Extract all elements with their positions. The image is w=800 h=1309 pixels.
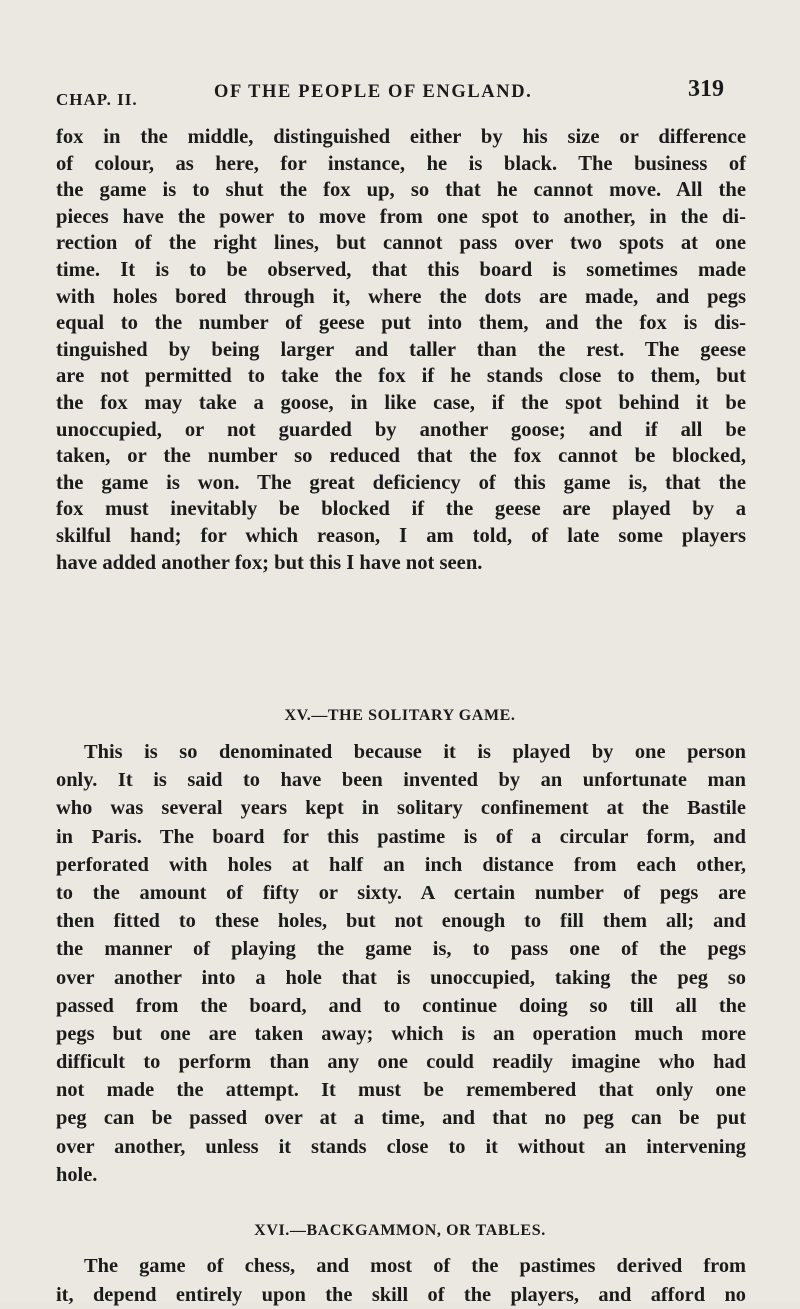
text-line: only. It is said to have been invented by an unfortunate man (56, 766, 746, 794)
text-line: unoccupied, or not guarded by another goose; and if all be (56, 417, 746, 444)
running-title: OF THE PEOPLE OF ENGLAND. (214, 82, 532, 103)
running-header (56, 78, 756, 118)
text-line: perforated with holes at half an inch distance from each other, (56, 851, 746, 879)
text-line: the game is to shut the fox up, so that he cannot move. All the (56, 177, 746, 204)
paragraph-solitary-game (56, 738, 746, 1189)
text-line: difficult to perform than any one could readily imagine who had (56, 1048, 746, 1076)
text-line: who was several years kept in solitary confinement at the Bastile (56, 794, 746, 822)
text-line: the game is won. The great deficiency of this game is, that the (56, 470, 746, 497)
page-number: 319 (688, 76, 724, 103)
text-line: The game of chess, and most of the pastimes derived from (56, 1252, 746, 1281)
text-line: then fitted to these holes, but not enough to fill them all; and (56, 907, 746, 935)
text-line: with holes bored through it, where the dots are made, and pegs (56, 284, 746, 311)
text-line: not made the attempt. It must be remembered that only one (56, 1076, 746, 1104)
text-line: over another, unless it stands close to it without an intervening (56, 1133, 746, 1161)
text-line: fox in the middle, distinguished either by his size or difference (56, 124, 746, 151)
text-line: of colour, as here, for instance, he is black. The business of (56, 151, 746, 178)
text-line: tinguished by being larger and taller than the rest. The geese (56, 337, 746, 364)
section-heading-backgammon: XVI.—BACKGAMMON, OR TABLES. (0, 1222, 800, 1240)
text-line: hole. (56, 1161, 746, 1189)
paragraph-backgammon (56, 1252, 746, 1309)
text-line: the fox may take a goose, in like case, if the spot behind it be (56, 390, 746, 417)
text-line: in Paris. The board for this pastime is of a circular form, and (56, 823, 746, 851)
text-line: pieces have the power to move from one spot to another, in the di- (56, 204, 746, 231)
text-line: passed from the board, and to continue doing so till all the (56, 992, 746, 1020)
section-heading-solitary-game: XV.—THE SOLITARY GAME. (0, 707, 800, 725)
text-line: to the amount of fifty or sixty. A certain number of pegs are (56, 879, 746, 907)
text-line: have added another fox; but this I have not seen. (56, 550, 746, 577)
text-line: pegs but one are taken away; which is an operation much more (56, 1020, 746, 1048)
text-line: over another into a hole that is unoccupied, taking the peg so (56, 964, 746, 992)
text-line: the manner of playing the game is, to pass one of the pegs (56, 935, 746, 963)
paragraph-fox-and-geese (56, 124, 746, 576)
text-line: peg can be passed over at a time, and that no peg can be put (56, 1104, 746, 1132)
chapter-label: CHAP. II. (56, 90, 138, 110)
text-line: time. It is to be observed, that this board is sometimes made (56, 257, 746, 284)
text-line: This is so denominated because it is played by one person (56, 738, 746, 766)
text-line: equal to the number of geese put into them, and the fox is dis- (56, 310, 746, 337)
text-line: skilful hand; for which reason, I am told, of late some players (56, 523, 746, 550)
text-line: fox must inevitably be blocked if the geese are played by a (56, 496, 746, 523)
text-line: rection of the right lines, but cannot pass over two spots at one (56, 230, 746, 257)
text-line: it, depend entirely upon the skill of the players, and afford no (56, 1281, 746, 1309)
text-line: are not permitted to take the fox if he stands close to them, but (56, 363, 746, 390)
text-line: taken, or the number so reduced that the fox cannot be blocked, (56, 443, 746, 470)
